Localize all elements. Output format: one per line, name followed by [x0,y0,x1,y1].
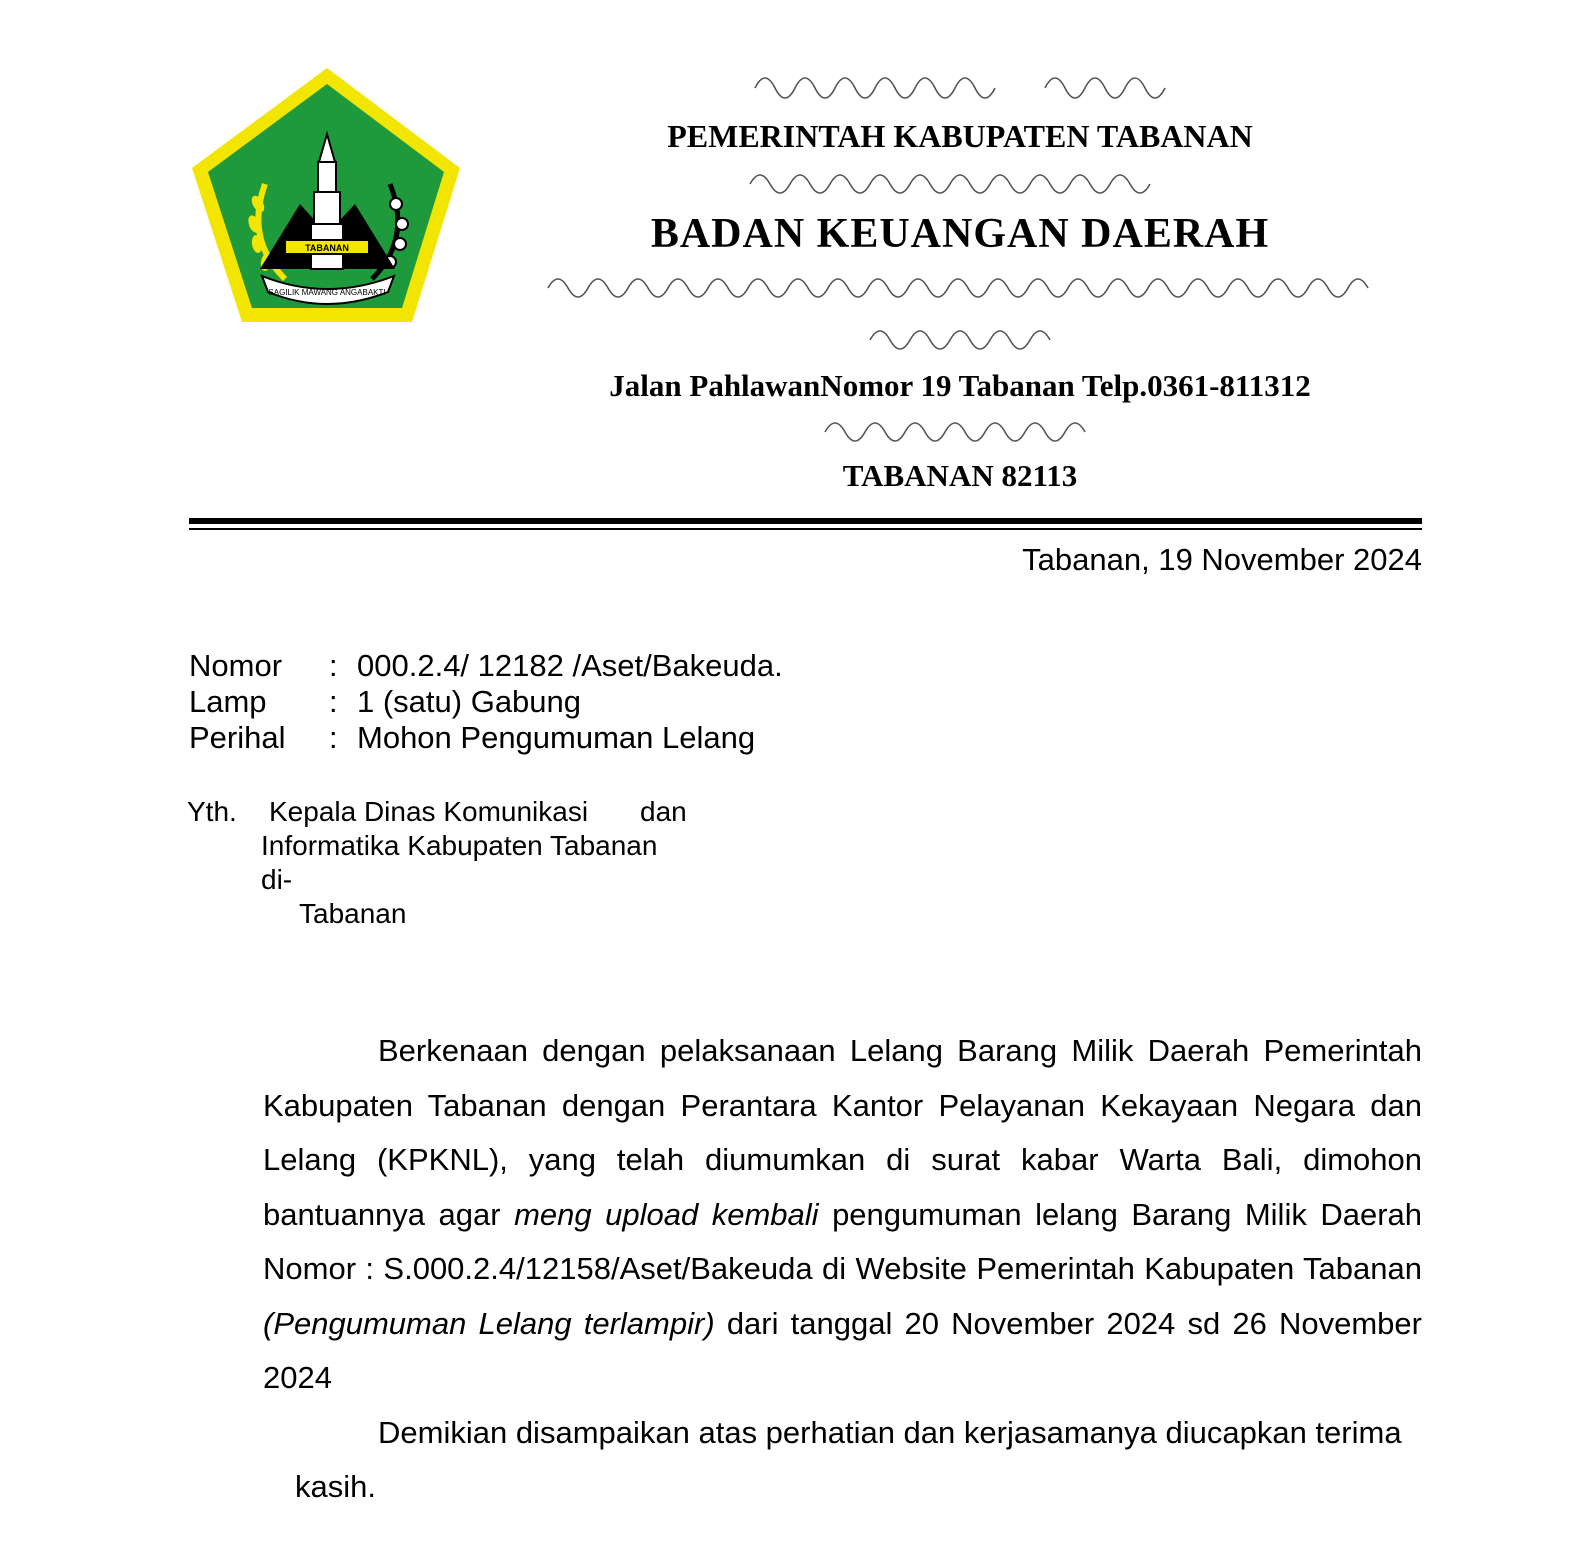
body-text-segment: Berkenaan dengan pelaksanaan Lelang Barang Milik Daerah Pemerintah Kabupaten Tabanan dengan Perantara Kantor Pelayanan Kekayaan Negara dan Lelang (KPKNL), yang telah diumumkan di surat kabar Warta Bali, dimohon bantuannya agar [263,1033,1422,1232]
addressee-city: Tabanan [299,898,407,929]
meta-value: 000.2.4/ 12182 /Aset/Bakeuda. [357,648,783,683]
meta-colon: : [329,684,338,719]
meta-value: 1 (satu) Gabung [357,684,582,719]
office-address: Jalan PahlawanNomor 19 Tabanan Telp.0361-811312 [609,368,1311,403]
meta-row-perihal [189,720,783,756]
meta-value: Mohon Pengumuman Lelang [357,720,756,755]
regency-logo [190,64,464,328]
meta-row-lamp [189,684,783,720]
balinese-script-line-2 [540,160,1380,206]
letter-date: Tabanan, 19 November 2024 [1022,542,1422,577]
meta-key: Nomor [189,648,283,683]
body-text-segment: pengumuman lelang Barang Milik Daerah Nomor : S.000.2.4/12158/Aset/Bakeuda di Website Pemerintah Kabupaten Tabanan [263,1196,1423,1286]
body-paragraph-1 [263,1024,1422,1406]
addressee-title: Kepala Dinas Komunikasi [269,796,589,827]
meta-row-nomor [189,648,783,684]
addressee-di: di- [261,864,293,895]
balinese-script-line-4 [540,318,1380,362]
meta-colon: : [329,720,338,755]
agency-name: BADAN KEUANGAN DAERAH [650,211,1270,257]
balinese-script-line-5 [540,410,1380,454]
addressee-org: Informatika Kabupaten Tabanan [261,830,658,861]
government-name: PEMERINTAH KABUPATEN TABANAN [667,118,1253,154]
letterhead-divider-thick [189,518,1422,524]
meta-colon: : [329,648,338,683]
body-paragraph-2-tail [263,1460,1422,1515]
meta-key: Perihal [189,720,286,755]
body-italic-segment: (Pengumuman Lelang terlampir) [263,1305,715,1341]
balinese-script-line-1 [540,58,1380,106]
letterhead-divider-thin [189,528,1422,530]
body-paragraph-2 [263,1406,1422,1461]
balinese-script-line-3 [540,266,1380,310]
logo-text-motto: SAGILIK MAWANG ANGABAKTI [268,288,386,297]
logo-text-tabanan: TABANAN [305,243,349,253]
body-text-segment: Demikian disampaikan atas perhatian dan kerjasamanya diucapkan terima [378,1414,1402,1450]
postal-line: TABANAN 82113 [842,458,1078,493]
body-text-segment: kasih. [295,1469,376,1504]
meta-key: Lamp [189,684,267,719]
letter-meta [189,648,783,756]
letter-body [263,1024,1422,1515]
addressee-title-cont: dan [640,796,687,827]
body-italic-segment: meng upload kembali [514,1196,819,1232]
salutation: Yth. [187,796,237,827]
body-text-segment: dari tanggal 20 November 2024 sd 26 November 2024 [263,1305,1422,1395]
